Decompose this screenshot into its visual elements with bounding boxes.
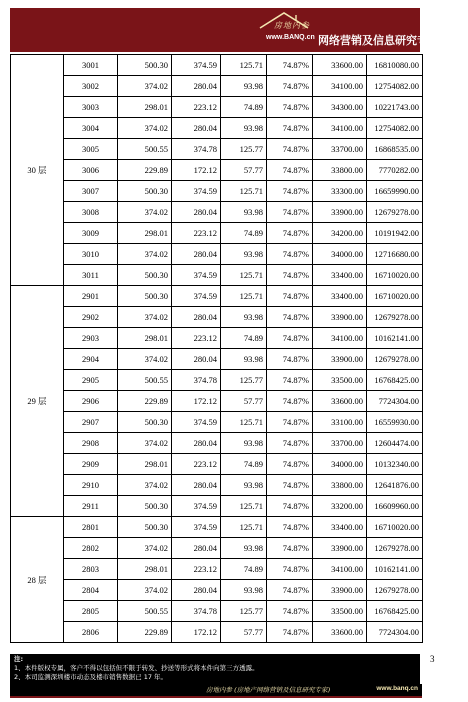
usable-area-cell: 172.12 (172, 391, 221, 412)
building-area-cell: 500.55 (118, 601, 172, 622)
total-price-cell: 12754082.00 (367, 118, 423, 139)
table-row (11, 307, 423, 328)
shared-area-cell: 125.71 (221, 496, 267, 517)
shared-area-cell: 125.71 (221, 412, 267, 433)
building-area-cell: 374.02 (118, 244, 172, 265)
total-price-cell: 16810080.00 (367, 55, 423, 76)
building-area-cell: 298.01 (118, 454, 172, 475)
notes-title: 注: (14, 655, 24, 663)
building-area-cell: 500.30 (118, 517, 172, 538)
usage-rate-cell: 74.87% (267, 244, 313, 265)
room-number-cell: 2906 (64, 391, 118, 412)
building-area-cell: 229.89 (118, 391, 172, 412)
unit-price-cell: 33900.00 (313, 307, 367, 328)
unit-price-cell: 33100.00 (313, 412, 367, 433)
building-area-cell: 374.02 (118, 580, 172, 601)
building-area-cell: 298.01 (118, 328, 172, 349)
room-number-cell: 2907 (64, 412, 118, 433)
total-price-cell: 12679278.00 (367, 349, 423, 370)
usable-area-cell: 280.04 (172, 244, 221, 265)
footer-url: www.banq.cn (376, 685, 418, 692)
usage-rate-cell: 74.87% (267, 391, 313, 412)
table-row (11, 286, 423, 307)
unit-price-cell: 33800.00 (313, 475, 367, 496)
usage-rate-cell: 74.87% (267, 202, 313, 223)
shared-area-cell: 125.71 (221, 517, 267, 538)
room-number-cell: 3004 (64, 118, 118, 139)
total-price-cell: 10132340.00 (367, 454, 423, 475)
table-row (11, 601, 423, 622)
room-number-cell: 2908 (64, 433, 118, 454)
building-area-cell: 500.30 (118, 55, 172, 76)
header-slogan: 网络营销及信息研究专家 (318, 34, 439, 47)
unit-price-cell: 33700.00 (313, 433, 367, 454)
usage-rate-cell: 74.87% (267, 622, 313, 643)
building-area-cell: 374.02 (118, 475, 172, 496)
room-number-cell: 3003 (64, 97, 118, 118)
total-price-cell: 12679278.00 (367, 580, 423, 601)
notes-line: 1、本件版权专属，客户不得以包括但不限于转发、抄送等形式将本件向第三方透露。 (14, 664, 259, 672)
table-row (11, 349, 423, 370)
usage-rate-cell: 74.87% (267, 601, 313, 622)
usable-area-cell: 280.04 (172, 307, 221, 328)
total-price-cell: 7724304.00 (367, 622, 423, 643)
usage-rate-cell: 74.87% (267, 349, 313, 370)
room-number-cell: 2902 (64, 307, 118, 328)
building-area-cell: 298.01 (118, 559, 172, 580)
usage-rate-cell: 74.87% (267, 223, 313, 244)
unit-price-cell: 33700.00 (313, 139, 367, 160)
usable-area-cell: 223.12 (172, 328, 221, 349)
total-price-cell: 12716680.00 (367, 244, 423, 265)
building-area-cell: 374.02 (118, 76, 172, 97)
shared-area-cell: 74.89 (221, 559, 267, 580)
unit-price-cell: 33800.00 (313, 160, 367, 181)
total-price-cell: 16710020.00 (367, 286, 423, 307)
building-area-cell: 229.89 (118, 622, 172, 643)
usable-area-cell: 374.59 (172, 286, 221, 307)
room-number-cell: 2903 (64, 328, 118, 349)
usage-rate-cell: 74.87% (267, 412, 313, 433)
usable-area-cell: 280.04 (172, 538, 221, 559)
unit-price-cell: 33600.00 (313, 622, 367, 643)
usage-rate-cell: 74.87% (267, 370, 313, 391)
total-price-cell: 12604474.00 (367, 433, 423, 454)
table-row (11, 181, 423, 202)
unit-price-cell: 33400.00 (313, 286, 367, 307)
unit-price-cell: 33900.00 (313, 538, 367, 559)
usage-rate-cell: 74.87% (267, 559, 313, 580)
usage-rate-cell: 74.87% (267, 76, 313, 97)
usable-area-cell: 223.12 (172, 223, 221, 244)
usable-area-cell: 374.59 (172, 496, 221, 517)
usage-rate-cell: 74.87% (267, 286, 313, 307)
table-body (11, 55, 423, 643)
shared-area-cell: 93.98 (221, 118, 267, 139)
usable-area-cell: 223.12 (172, 454, 221, 475)
total-price-cell: 10162141.00 (367, 559, 423, 580)
total-price-cell: 10162141.00 (367, 328, 423, 349)
page-number: 3 (430, 654, 435, 664)
unit-price-cell: 34100.00 (313, 328, 367, 349)
table-row (11, 391, 423, 412)
total-price-cell: 12679278.00 (367, 202, 423, 223)
building-area-cell: 500.30 (118, 181, 172, 202)
room-number-cell: 2803 (64, 559, 118, 580)
usable-area-cell: 280.04 (172, 349, 221, 370)
usable-area-cell: 280.04 (172, 202, 221, 223)
shared-area-cell: 125.71 (221, 286, 267, 307)
room-number-cell: 2901 (64, 286, 118, 307)
table-row (11, 139, 423, 160)
unit-price-cell: 34100.00 (313, 118, 367, 139)
usable-area-cell: 172.12 (172, 160, 221, 181)
building-area-cell: 374.02 (118, 307, 172, 328)
shared-area-cell: 125.77 (221, 601, 267, 622)
room-number-cell: 2909 (64, 454, 118, 475)
table-row (11, 76, 423, 97)
total-price-cell: 16559930.00 (367, 412, 423, 433)
unit-price-cell: 33200.00 (313, 496, 367, 517)
room-number-cell: 3007 (64, 181, 118, 202)
building-area-cell: 374.02 (118, 349, 172, 370)
floor-label: 30 层 (11, 55, 64, 286)
footer-text: 房地内参 (房地产网络营销及信息研究专家) (206, 686, 331, 694)
room-number-cell: 2905 (64, 370, 118, 391)
unit-price-cell: 33400.00 (313, 517, 367, 538)
usable-area-cell: 374.78 (172, 139, 221, 160)
usable-area-cell: 374.59 (172, 265, 221, 286)
usable-area-cell: 223.12 (172, 559, 221, 580)
building-area-cell: 374.02 (118, 202, 172, 223)
building-area-cell: 374.02 (118, 538, 172, 559)
room-number-cell: 2804 (64, 580, 118, 601)
building-area-cell: 298.01 (118, 97, 172, 118)
header-banner (10, 8, 439, 52)
room-number-cell: 3010 (64, 244, 118, 265)
total-price-cell: 16768425.00 (367, 370, 423, 391)
unit-price-cell: 33600.00 (313, 391, 367, 412)
usage-rate-cell: 74.87% (267, 265, 313, 286)
shared-area-cell: 125.71 (221, 265, 267, 286)
table-row (11, 370, 423, 391)
unit-price-cell: 33500.00 (313, 370, 367, 391)
table-row (11, 55, 423, 76)
usage-rate-cell: 74.87% (267, 307, 313, 328)
table-row (11, 517, 423, 538)
usable-area-cell: 374.59 (172, 412, 221, 433)
total-price-cell: 16609960.00 (367, 496, 423, 517)
shared-area-cell: 57.77 (221, 160, 267, 181)
unit-price-cell: 33500.00 (313, 601, 367, 622)
table-row (11, 433, 423, 454)
room-number-cell: 2802 (64, 538, 118, 559)
table-row (11, 244, 423, 265)
usage-rate-cell: 74.87% (267, 97, 313, 118)
total-price-cell: 12679278.00 (367, 307, 423, 328)
usage-rate-cell: 74.87% (267, 328, 313, 349)
table-row (11, 160, 423, 181)
building-area-cell: 500.30 (118, 496, 172, 517)
table-row (11, 97, 423, 118)
room-number-cell: 2904 (64, 349, 118, 370)
usage-rate-cell: 74.87% (267, 118, 313, 139)
usage-rate-cell: 74.87% (267, 475, 313, 496)
usable-area-cell: 374.78 (172, 601, 221, 622)
table-row (11, 622, 423, 643)
table-row (11, 454, 423, 475)
unit-price-cell: 34000.00 (313, 244, 367, 265)
shared-area-cell: 57.77 (221, 622, 267, 643)
usage-rate-cell: 74.87% (267, 55, 313, 76)
table-row (11, 265, 423, 286)
building-area-cell: 500.30 (118, 412, 172, 433)
total-price-cell: 16710020.00 (367, 517, 423, 538)
shared-area-cell: 93.98 (221, 538, 267, 559)
room-number-cell: 3008 (64, 202, 118, 223)
usage-rate-cell: 74.87% (267, 517, 313, 538)
table-row (11, 559, 423, 580)
building-area-cell: 500.30 (118, 265, 172, 286)
shared-area-cell: 125.77 (221, 139, 267, 160)
room-number-cell: 3005 (64, 139, 118, 160)
usable-area-cell: 374.78 (172, 370, 221, 391)
room-number-cell: 2806 (64, 622, 118, 643)
unit-price-cell: 33600.00 (313, 55, 367, 76)
unit-price-cell: 33300.00 (313, 181, 367, 202)
notes-box (10, 654, 420, 684)
usable-area-cell: 374.59 (172, 181, 221, 202)
usable-area-cell: 280.04 (172, 76, 221, 97)
total-price-cell: 12679278.00 (367, 538, 423, 559)
floor-label: 28 层 (11, 517, 64, 643)
shared-area-cell: 74.89 (221, 97, 267, 118)
table-row (11, 412, 423, 433)
shared-area-cell: 93.98 (221, 433, 267, 454)
usage-rate-cell: 74.87% (267, 454, 313, 475)
usable-area-cell: 280.04 (172, 433, 221, 454)
shared-area-cell: 74.89 (221, 454, 267, 475)
building-area-cell: 500.30 (118, 286, 172, 307)
unit-price-table (10, 54, 423, 643)
room-number-cell: 3001 (64, 55, 118, 76)
unit-price-cell: 34100.00 (313, 559, 367, 580)
shared-area-cell: 125.77 (221, 370, 267, 391)
shared-area-cell: 93.98 (221, 244, 267, 265)
total-price-cell: 16659990.00 (367, 181, 423, 202)
unit-price-cell: 33900.00 (313, 580, 367, 601)
unit-price-cell: 34100.00 (313, 76, 367, 97)
usage-rate-cell: 74.87% (267, 496, 313, 517)
building-area-cell: 500.55 (118, 139, 172, 160)
unit-price-cell: 34300.00 (313, 97, 367, 118)
usable-area-cell: 280.04 (172, 580, 221, 601)
shared-area-cell: 74.89 (221, 328, 267, 349)
table-row (11, 223, 423, 244)
building-area-cell: 229.89 (118, 160, 172, 181)
unit-price-cell: 33400.00 (313, 265, 367, 286)
building-area-cell: 374.02 (118, 118, 172, 139)
total-price-cell: 7770282.00 (367, 160, 423, 181)
total-price-cell: 12754082.00 (367, 76, 423, 97)
room-number-cell: 3002 (64, 76, 118, 97)
room-number-cell: 3006 (64, 160, 118, 181)
notes-line: 2、本司监测深圳楼市动态及楼市销售数据已 17 年。 (14, 673, 168, 681)
usage-rate-cell: 74.87% (267, 538, 313, 559)
shared-area-cell: 93.98 (221, 76, 267, 97)
total-price-cell: 10191942.00 (367, 223, 423, 244)
room-number-cell: 2801 (64, 517, 118, 538)
total-price-cell: 7724304.00 (367, 391, 423, 412)
usable-area-cell: 280.04 (172, 118, 221, 139)
unit-price-cell: 34200.00 (313, 223, 367, 244)
shared-area-cell: 93.98 (221, 349, 267, 370)
table-row (11, 328, 423, 349)
usable-area-cell: 374.59 (172, 517, 221, 538)
shared-area-cell: 93.98 (221, 475, 267, 496)
usage-rate-cell: 74.87% (267, 580, 313, 601)
shared-area-cell: 74.89 (221, 223, 267, 244)
total-price-cell: 10221743.00 (367, 97, 423, 118)
usage-rate-cell: 74.87% (267, 139, 313, 160)
room-number-cell: 3009 (64, 223, 118, 244)
total-price-cell: 16868535.00 (367, 139, 423, 160)
table-row (11, 202, 423, 223)
shared-area-cell: 125.71 (221, 181, 267, 202)
building-area-cell: 298.01 (118, 223, 172, 244)
shared-area-cell: 125.71 (221, 55, 267, 76)
usable-area-cell: 280.04 (172, 475, 221, 496)
table-row (11, 475, 423, 496)
usage-rate-cell: 74.87% (267, 160, 313, 181)
shared-area-cell: 93.98 (221, 580, 267, 601)
room-number-cell: 2911 (64, 496, 118, 517)
building-area-cell: 500.55 (118, 370, 172, 391)
building-area-cell: 374.02 (118, 433, 172, 454)
table-row (11, 118, 423, 139)
shared-area-cell: 93.98 (221, 307, 267, 328)
logo-url: www.BANQ.cn (266, 34, 315, 41)
usable-area-cell: 374.59 (172, 55, 221, 76)
shared-area-cell: 57.77 (221, 391, 267, 412)
table-row (11, 538, 423, 559)
room-number-cell: 2805 (64, 601, 118, 622)
total-price-cell: 16710020.00 (367, 265, 423, 286)
total-price-cell: 12641876.00 (367, 475, 423, 496)
usage-rate-cell: 74.87% (267, 181, 313, 202)
footer-bar (10, 684, 422, 698)
logo-name: 房地内参 (274, 21, 310, 30)
unit-price-cell: 33900.00 (313, 202, 367, 223)
table-row (11, 496, 423, 517)
usable-area-cell: 223.12 (172, 97, 221, 118)
unit-price-cell: 34000.00 (313, 454, 367, 475)
floor-label: 29 层 (11, 286, 64, 517)
usable-area-cell: 172.12 (172, 622, 221, 643)
table-row (11, 580, 423, 601)
unit-price-cell: 33900.00 (313, 349, 367, 370)
shared-area-cell: 93.98 (221, 202, 267, 223)
usage-rate-cell: 74.87% (267, 433, 313, 454)
room-number-cell: 2910 (64, 475, 118, 496)
total-price-cell: 16768425.00 (367, 601, 423, 622)
room-number-cell: 3011 (64, 265, 118, 286)
